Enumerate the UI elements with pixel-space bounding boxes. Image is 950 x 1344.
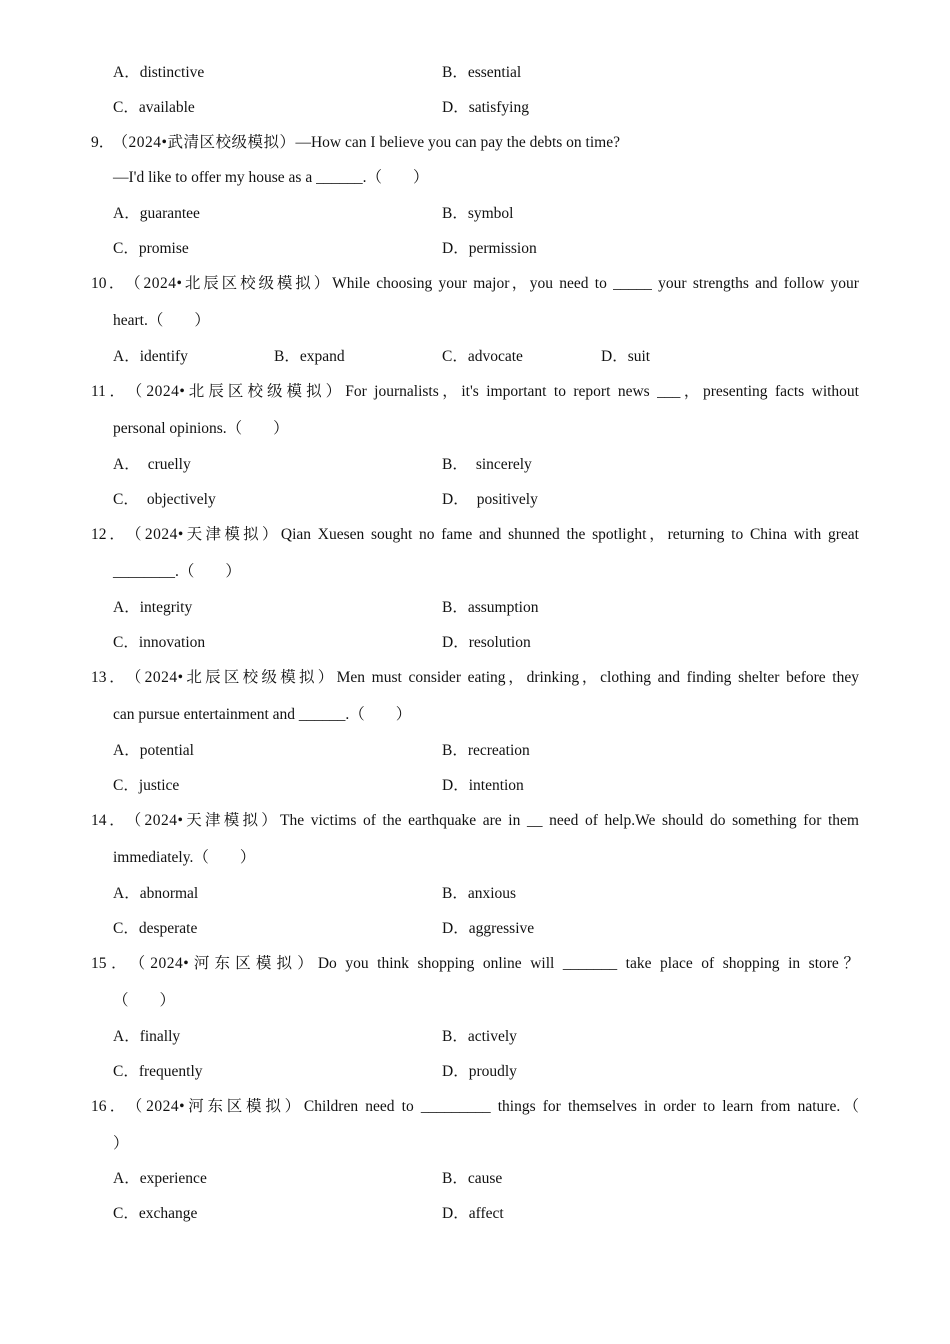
option-11-d: D． positively bbox=[442, 491, 538, 508]
option-12-d: D．resolution bbox=[442, 634, 531, 651]
option-15-d: D．proudly bbox=[442, 1063, 517, 1080]
question-10-line2: heart.（ ） bbox=[113, 312, 210, 329]
question-13-line2: can pursue entertainment and ______.（ ） bbox=[113, 706, 412, 723]
option-14-d: D．aggressive bbox=[442, 920, 535, 937]
question-15-line2: （ ） bbox=[113, 992, 176, 1009]
question-12-stem: 12． （2024•天津模拟）Qian Xuesen sought no fame and shunned the spotlight，returning to China with great bbox=[91, 526, 859, 543]
option-prev-a: A．distinctive bbox=[113, 64, 205, 81]
option-13-b: B．recreation bbox=[442, 742, 530, 759]
question-11-stem: 11． （2024•北辰区校级模拟）For journalists，it's important to report news ___，presenting facts without bbox=[91, 383, 859, 400]
question-11-line2: personal opinions.（ ） bbox=[113, 420, 289, 437]
option-10-a: A．identify bbox=[113, 348, 188, 365]
option-9-b: B．symbol bbox=[442, 205, 514, 222]
option-14-c: C．desperate bbox=[113, 920, 198, 937]
option-11-a: A． cruelly bbox=[113, 456, 191, 473]
option-9-c: C．promise bbox=[113, 240, 189, 257]
question-14-line2: immediately.（ ） bbox=[113, 849, 256, 866]
option-12-c: C．innovation bbox=[113, 634, 206, 651]
question-9-line2: —I'd like to offer my house as a ______.（ ） bbox=[113, 169, 429, 186]
option-10-c: C．advocate bbox=[442, 348, 523, 365]
option-15-c: C．frequently bbox=[113, 1063, 203, 1080]
option-9-a: A．guarantee bbox=[113, 205, 200, 222]
option-14-b: B．anxious bbox=[442, 885, 517, 902]
option-12-a: A．integrity bbox=[113, 599, 193, 616]
option-15-a: A．finally bbox=[113, 1028, 181, 1045]
question-10-stem: 10． （2024•北辰区校级模拟）While choosing your major，you need to _____ your strengths and follow your bbox=[91, 275, 859, 292]
option-prev-c: C．available bbox=[113, 99, 195, 116]
question-13-stem: 13． （2024•北辰区校级模拟）Men must consider eating，drinking，clothing and finding shelter before they bbox=[91, 669, 859, 686]
option-16-c: C．exchange bbox=[113, 1205, 198, 1222]
option-13-d: D．intention bbox=[442, 777, 524, 794]
question-15-stem: 15． （2024•河东区模拟）Do you think shopping online will _______ take place of shopping in store？ bbox=[91, 955, 859, 972]
option-11-c: C． objectively bbox=[113, 491, 216, 508]
option-prev-d: D．satisfying bbox=[442, 99, 529, 116]
option-12-b: B．assumption bbox=[442, 599, 539, 616]
option-16-b: B．cause bbox=[442, 1170, 503, 1187]
option-9-d: D．permission bbox=[442, 240, 537, 257]
option-prev-b: B．essential bbox=[442, 64, 522, 81]
option-15-b: B．actively bbox=[442, 1028, 517, 1045]
option-16-d: D．affect bbox=[442, 1205, 504, 1222]
option-13-c: C．justice bbox=[113, 777, 180, 794]
question-16-line2: ） bbox=[113, 1135, 129, 1152]
option-10-d: D．suit bbox=[601, 348, 651, 365]
option-14-a: A．abnormal bbox=[113, 885, 199, 902]
option-13-a: A．potential bbox=[113, 742, 194, 759]
option-11-b: B． sincerely bbox=[442, 456, 532, 473]
option-16-a: A．experience bbox=[113, 1170, 207, 1187]
question-12-line2: ________.（ ） bbox=[113, 563, 241, 580]
question-14-stem: 14． （2024•天津模拟）The victims of the earthquake are in __ need of help.We should do something for them bbox=[91, 812, 859, 829]
question-16-stem: 16． （2024•河东区模拟）Children need to _________ things for themselves in order to learn from nature.（ bbox=[91, 1098, 859, 1115]
question-9-stem: 9． （2024•武清区校级模拟）—How can I believe you can pay the debts on time? bbox=[91, 134, 620, 151]
option-10-b: B．expand bbox=[274, 348, 345, 365]
